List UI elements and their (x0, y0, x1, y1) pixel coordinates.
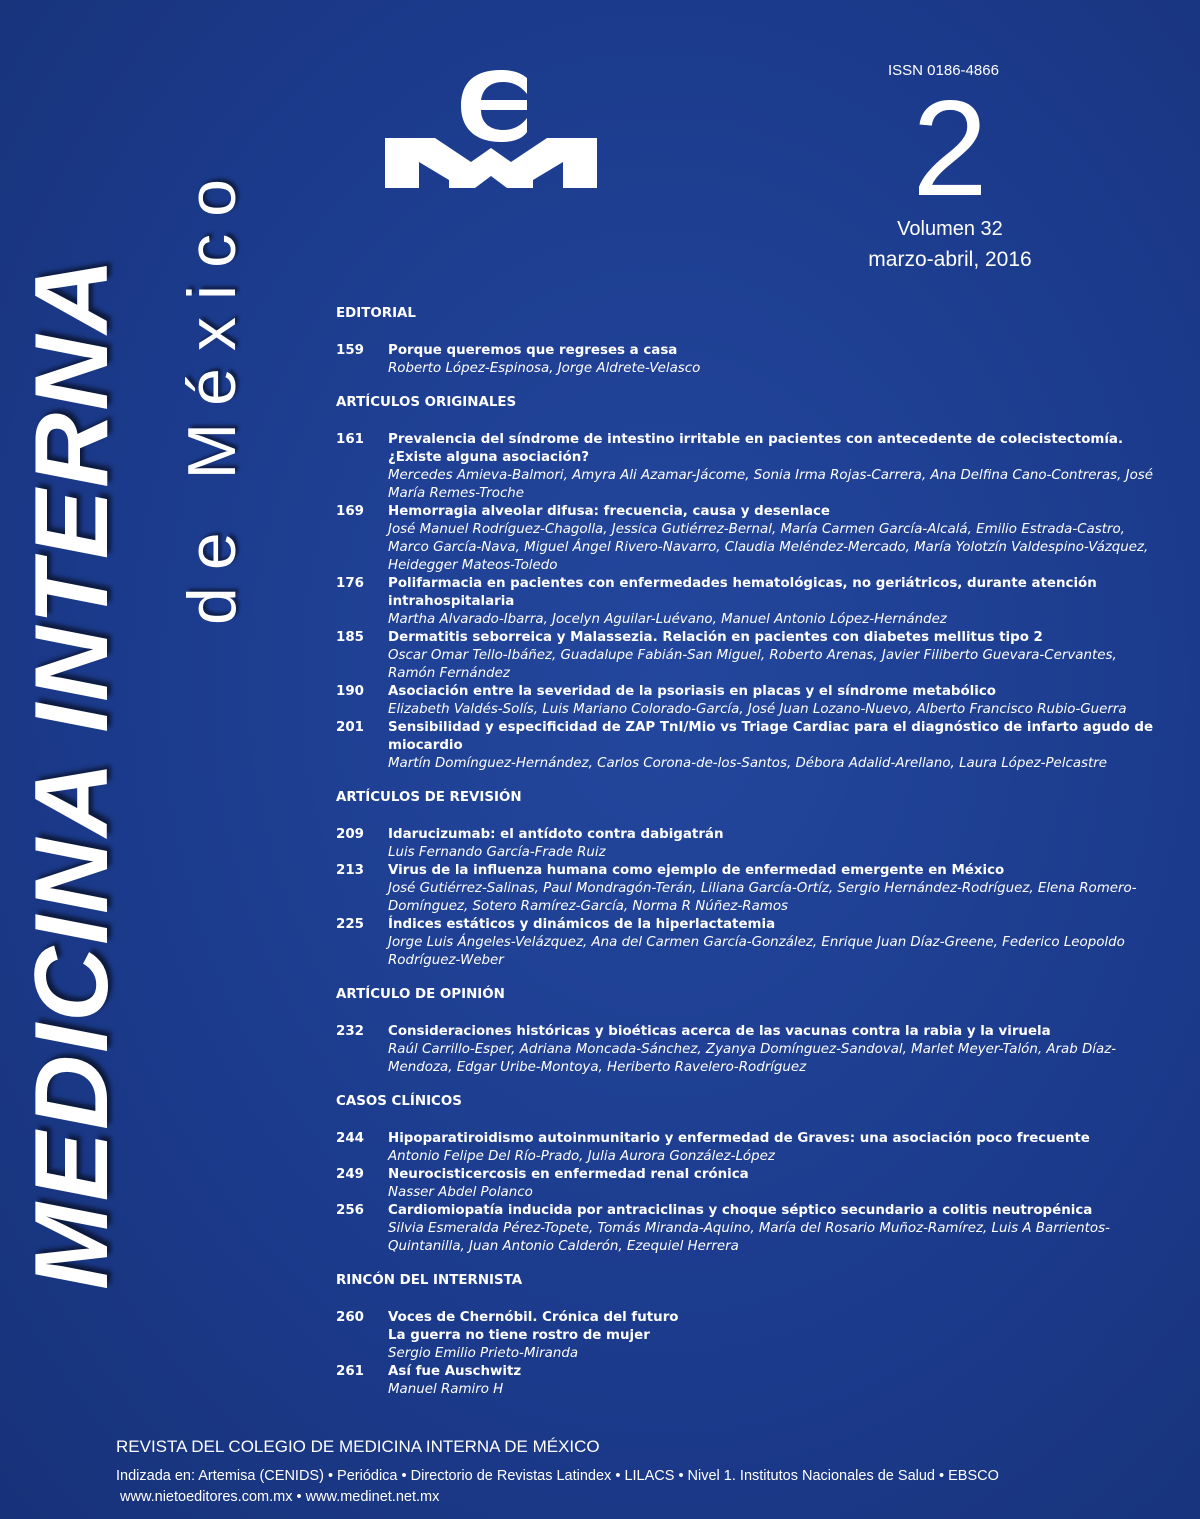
article-title: Polifarmacia en pacientes con enfermedades hematológicas, no geriátricos, durante atención intrahospitalaria (388, 576, 1097, 609)
websites[interactable]: www.nietoeditores.com.mx • www.medinet.net.mx (120, 1489, 440, 1505)
article-authors: Antonio Felipe Del Río-Prado, Julia Aurora González-López (388, 1149, 775, 1164)
article-authors: José Gutiérrez-Salinas, Paul Mondragón-Terán, Liliana García-Ortíz, Sergio Hernández-Rodríguez, Elena Romero-Domínguez, Sotero Ramírez-García, Norma R Núñez-Ramos (388, 881, 1137, 914)
toc-entry[interactable] (336, 1166, 1166, 1202)
toc-section-originales (336, 394, 1166, 773)
toc-section-editorial (336, 305, 1166, 378)
toc-entry[interactable] (336, 916, 1166, 970)
section-title: ARTÍCULOS ORIGINALES (336, 395, 517, 410)
article-title: Sensibilidad y especificidad de ZAP TnI/Mio vs Triage Cardiac para el diagnóstico de infarto agudo de miocardio (388, 720, 1154, 753)
page-number: 244 (336, 1131, 364, 1146)
journal-name: REVISTA DEL COLEGIO DE MEDICINA INTERNA DE MÉXICO (116, 1437, 600, 1456)
page-number: 225 (336, 917, 364, 932)
article-authors: Raúl Carrillo-Esper, Adriana Moncada-Sánchez, Zyanya Domínguez-Sandoval, Marlet Meyer-Talón, Arab Díaz-Mendoza, Edgar Uribe-Montoya, Heriberto Ravelero-Rodríguez (388, 1042, 1117, 1075)
toc-entry[interactable] (336, 826, 1166, 862)
page-number: 209 (336, 827, 364, 842)
section-title: EDITORIAL (336, 306, 416, 321)
page-number: 256 (336, 1203, 364, 1218)
cmim-logo-icon (383, 66, 599, 190)
toc-section-rincon (336, 1272, 1166, 1399)
article-title: Hipoparatiroidismo autoinmunitario y enfermedad de Graves: una asociación poco frecuente (388, 1131, 1090, 1146)
article-authors: Sergio Emilio Prieto-Miranda (388, 1346, 579, 1361)
toc-entry[interactable] (336, 1023, 1166, 1077)
masthead-subtitle: de México (174, 162, 250, 625)
indexing-list: Indizada en: Artemisa (CENIDS) • Periódica • Directorio de Revistas Latindex • LILACS • Nivel 1. Institutos Nacionales de Salud • EBSCO (116, 1468, 999, 1484)
article-authors: Martín Domínguez-Hernández, Carlos Corona-de-los-Santos, Débora Adalid-Arellano, Laura López-Pelcastre (388, 756, 1108, 771)
page-number: 176 (336, 576, 364, 591)
volume: Volumen 32 (897, 218, 1003, 240)
page-number: 213 (336, 863, 364, 878)
section-title: ARTÍCULOS DE REVISIÓN (336, 790, 522, 805)
article-authors: Elizabeth Valdés-Solís, Luis Mariano Colorado-García, José Juan Lozano-Nuevo, Alberto Francisco Rubio-Guerra (388, 702, 1127, 717)
issue-number: 2 (912, 72, 988, 224)
article-title: Voces de Chernóbil. Crónica del futuro (388, 1310, 679, 1325)
toc-entry[interactable] (336, 862, 1166, 916)
article-authors: Silvia Esmeralda Pérez-Topete, Tomás Miranda-Aquino, María del Rosario Muñoz-Ramírez, Luis A Barrientos-Quintanilla, Juan Antonio Calderón, Ezequiel Herrera (388, 1221, 1110, 1254)
article-authors: Luis Fernando García-Frade Ruiz (388, 845, 606, 860)
page-number: 159 (336, 343, 364, 358)
toc-entry[interactable] (336, 683, 1166, 719)
article-title: Así fue Auschwitz (388, 1364, 522, 1379)
section-title: CASOS CLÍNICOS (336, 1094, 462, 1109)
article-subtitle: La guerra no tiene rostro de mujer (388, 1328, 650, 1343)
article-title: Hemorragia alveolar difusa: frecuencia, causa y desenlace (388, 504, 831, 519)
toc-entry[interactable] (336, 719, 1166, 773)
page-number: 185 (336, 630, 364, 645)
toc-entry[interactable] (336, 629, 1166, 683)
toc-entry[interactable] (336, 1202, 1166, 1256)
article-authors: Jorge Luis Ángeles-Velázquez, Ana del Carmen García-González, Enrique Juan Díaz-Greene, Federico Leopoldo Rodríguez-Weber (388, 935, 1125, 968)
article-authors: Oscar Omar Tello-Ibáñez, Guadalupe Fabián-San Miguel, Roberto Arenas, Javier Filiberto Guevara-Cervantes, Ramón Fernández (388, 648, 1117, 681)
toc-section-casos (336, 1093, 1166, 1256)
toc-section-opinion (336, 986, 1166, 1077)
issn: ISSN 0186-4866 (888, 62, 999, 79)
article-title: Neurocisticercosis en enfermedad renal crónica (388, 1167, 749, 1182)
article-title: Virus de la influenza humana como ejemplo de enfermedad emergente en México (388, 863, 1005, 878)
article-authors: Manuel Ramiro H (388, 1382, 504, 1397)
article-title: Porque queremos que regreses a casa (388, 343, 678, 358)
toc-entry[interactable] (336, 342, 1166, 378)
page-number: 249 (336, 1167, 364, 1182)
article-authors: Roberto López-Espinosa, Jorge Aldrete-Velasco (388, 361, 701, 376)
article-title: Índices estáticos y dinámicos de la hiperlactatemia (388, 917, 776, 932)
article-title: Idarucizumab: el antídoto contra dabigatrán (388, 827, 724, 842)
article-title: Cardiomiopatía inducida por antraciclinas y choque séptico secundario a colitis neutropénica (388, 1203, 1093, 1218)
page-number: 261 (336, 1364, 364, 1379)
toc-entry[interactable] (336, 575, 1166, 629)
page-number: 260 (336, 1310, 364, 1325)
section-title: RINCÓN DEL INTERNISTA (336, 1273, 523, 1288)
article-authors: Nasser Abdel Polanco (388, 1185, 533, 1200)
table-of-contents (336, 305, 1166, 1415)
toc-entry[interactable] (336, 1130, 1166, 1166)
toc-entry[interactable] (336, 1363, 1166, 1399)
article-authors: Martha Alvarado-Ibarra, Jocelyn Aguilar-Luévano, Manuel Antonio López-Hernández (388, 612, 947, 627)
section-title: ARTÍCULO DE OPINIÓN (336, 987, 505, 1002)
issue-date: marzo-abril, 2016 (868, 248, 1032, 271)
article-authors: Mercedes Amieva-Balmori, Amyra Ali Azamar-Jácome, Sonia Irma Rojas-Carrera, Ana Delfina Cano-Contreras, José María Remes-Troche (388, 468, 1153, 501)
page-number: 161 (336, 432, 364, 447)
article-title: Prevalencia del síndrome de intestino irritable en pacientes con antecedente de colecistectomía. ¿Existe alguna asociación? (388, 432, 1124, 465)
article-title: Asociación entre la severidad de la psoriasis en placas y el síndrome metabólico (388, 684, 996, 699)
toc-entry[interactable] (336, 431, 1166, 503)
page-number: 190 (336, 684, 364, 699)
toc-entry[interactable] (336, 1309, 1166, 1363)
page-number: 201 (336, 720, 364, 735)
toc-entry[interactable] (336, 503, 1166, 575)
page-number: 232 (336, 1024, 364, 1039)
page-number: 169 (336, 504, 364, 519)
article-authors: José Manuel Rodríguez-Chagolla, Jessica Gutiérrez-Bernal, María Carmen García-Alcalá, Emilio Estrada-Castro, Marco García-Nava, Miguel Ángel Rivero-Navarro, Claudia Meléndez-Mercado, María Yolotzín Valdespino-Vázquez, Heidegger Mateos-Toledo (388, 522, 1149, 573)
article-title: Consideraciones históricas y bioéticas acerca de las vacunas contra la rabia y la viruela (388, 1024, 1051, 1039)
masthead-title: MEDICINA INTERNA (14, 256, 130, 1290)
article-title: Dermatitis seborreica y Malassezia. Relación en pacientes con diabetes mellitus tipo 2 (388, 630, 1043, 645)
toc-section-revision (336, 789, 1166, 970)
